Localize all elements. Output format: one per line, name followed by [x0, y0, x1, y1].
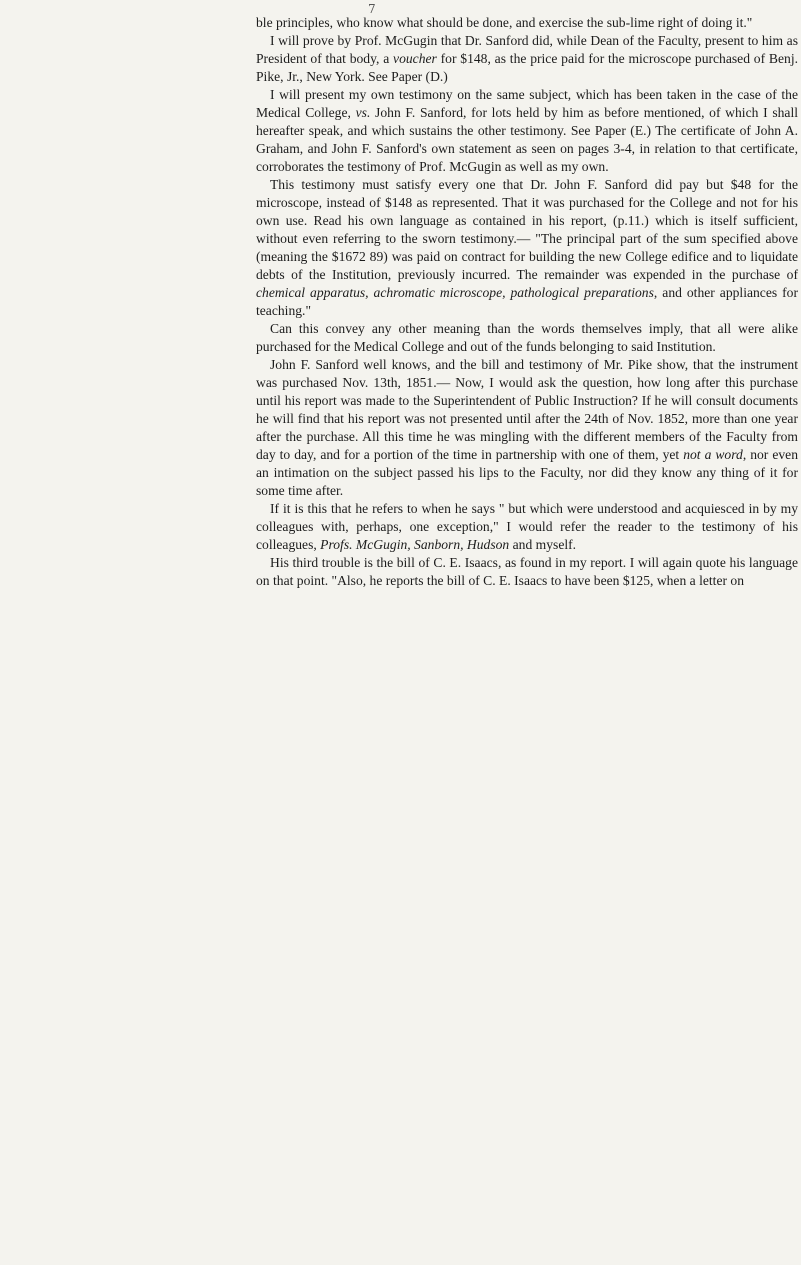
text-run: John F. Sanford well knows, and the bill and testimony of Mr. Pike show, that the instrument was purchased Nov. 13th, 1851.— Now, I would ask the question, how long after this purchase until his report was made to the Superintendent of Public Instruction? If he will consult documents he will find that his report was not presented until after the 24th of Nov. 1852, more than one year after the purchase. All this time he was mingling with the different members of the Faculty from day to day, and for a portion of the time in partnership with one of them, yet [256, 357, 798, 462]
text-run: for $148, as the price paid for the microscope purchased of Benj. Pike, Jr., New York. See Paper (D.) [256, 51, 799, 84]
italic-text: not a word [683, 447, 743, 462]
text-run: , nor even an intimation on the subject passed his lips to the Faculty, nor did they know any thing of it for some time after. [256, 447, 798, 498]
text-run: His third trouble is the bill of C. E. Isaacs, as found in my report. I will again quote his language on that point. "Also, he reports the bill of C. E. Isaacs to have been $125, when a letter on [256, 555, 798, 588]
paragraph [256, 500, 798, 554]
text-run: John F. Sanford, for lots held by him as before mentioned, of which I shall hereafter speak, and which sustains the other testimony. See Paper (E.) The certificate of John A. Graham, and John F. Sanford's own statement as seen on pages 3-4, in relation to that certificate, corroborates the testimony of Prof. McGugin as well as my own. [256, 105, 799, 174]
text-run: and myself. [509, 537, 577, 552]
italic-text: chemical apparatus, achromatic microscope, pathological preparations [256, 285, 654, 300]
text-run: This testimony must satisfy every one that Dr. John F. Sanford did pay but $48 for the microscope, instead of $148 as represented. That it was purchased for the College and not for his own use. Read his own language as contained in his report, (p.11.) which is itself sufficient, without even referring to the sworn testimony.— "The principal part of the sum specified above (meaning the $1672 89) was paid on contract for building the new College edifice and to liquidate debts of the Institution, previously incurred. The remainder was expended in the purchase of [256, 177, 798, 282]
paragraph [256, 86, 798, 176]
text-run: If it is this that he refers to when he says " but which were understood and acquiesced in by my colleagues with, perhaps, one exception," I would refer the reader to the testimony of his colleagues, [256, 501, 798, 552]
italic-text: voucher [393, 51, 437, 66]
paragraph [256, 32, 798, 86]
paragraph [256, 554, 798, 590]
text-run: , and other appliances for teaching." [256, 285, 798, 318]
text-run: I will prove by Prof. McGugin that Dr. Sanford did, while Dean of the Faculty, present to him as President of that body, a [256, 33, 798, 66]
italic-text: vs. [355, 105, 371, 120]
text-run: ble principles, who know what should be done, and exercise the sub-lime right of doing it." [256, 15, 753, 30]
text-run: Can this convey any other meaning than the words themselves imply, that all were alike purchased for the Medical College and out of the funds belonging to said Institution. [256, 321, 798, 354]
paragraph [256, 14, 798, 32]
page-number: 7 [368, 2, 376, 16]
paragraph [256, 320, 798, 356]
italic-text: Profs. McGugin, Sanborn, Hudson [320, 537, 510, 552]
text-run: I will present my own testimony on the same subject, which has been taken in the case of the Medical College, [256, 87, 798, 120]
paragraph [256, 176, 798, 320]
body-text [256, 14, 798, 590]
paragraph [256, 356, 798, 500]
